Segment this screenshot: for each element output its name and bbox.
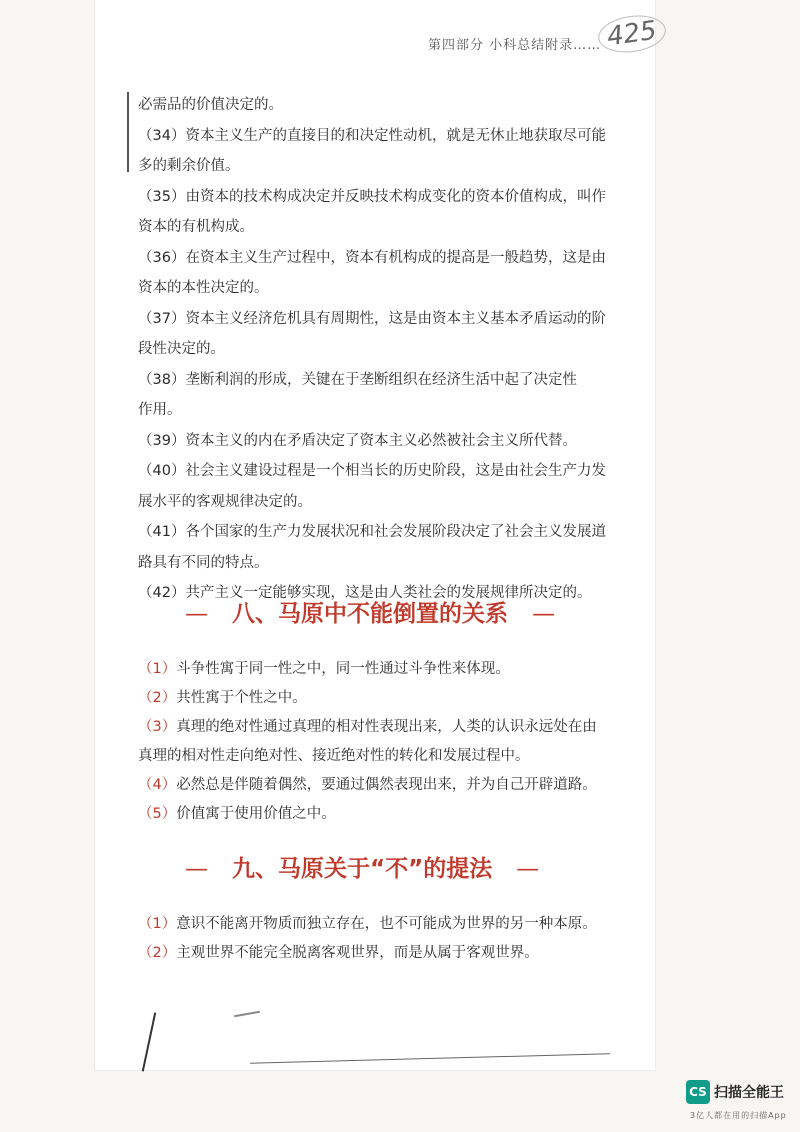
body-line: （34）资本主义生产的直接目的和决定性动机，就是无休止地获取尽可能 — [138, 127, 606, 144]
item-text: 主观世界不能完全脱离客观世界，而是从属于客观世界。 — [176, 945, 539, 961]
item-text: 价值寓于使用价值之中。 — [176, 806, 336, 822]
title-dash: — — [516, 856, 540, 882]
section-title-text: 八、马原中不能倒置的关系 — [232, 601, 509, 627]
item-number: （2） — [138, 945, 177, 961]
body-line: （35）由资本的技术构成决定并反映技术构成变化的资本价值构成，叫作 — [138, 188, 606, 205]
body-line: 段性决定的。 — [138, 341, 225, 357]
section-title-9 — [185, 850, 585, 883]
body-line: 作用。 — [138, 402, 182, 418]
title-dash: — — [532, 601, 556, 627]
body-line: （37）资本主义经济危机具有周期性，这是由资本主义基本矛盾运动的阶 — [138, 310, 606, 327]
body-line: （36）在资本主义生产过程中，资本有机构成的提高是一般趋势，这是由 — [138, 249, 606, 266]
item-text: 真理的绝对性通过真理的相对性表现出来，人类的认识永远处在由 — [176, 719, 597, 735]
item-number: （5） — [138, 806, 177, 822]
section-title-text: 九、马原关于“不”的提法 — [232, 856, 493, 882]
title-dash: — — [185, 856, 208, 882]
list-item — [138, 800, 618, 829]
body-line: 资本的本性决定的。 — [138, 280, 269, 296]
margin-mark — [127, 92, 129, 172]
title-dash: — — [185, 601, 208, 627]
page-header: 第四部分 小科总结附录…… — [428, 38, 602, 53]
list-item — [138, 742, 618, 771]
item-number: （1） — [138, 661, 177, 677]
item-text: 真理的相对性走向绝对性、接近绝对性的转化和发展过程中。 — [138, 748, 530, 764]
list-item — [138, 771, 618, 800]
item-number: （4） — [138, 777, 177, 793]
body-line: （41）各个国家的生产力发展状况和社会发展阶段决定了社会主义发展道 — [138, 524, 606, 540]
camscanner-logo-icon: CS — [686, 1080, 710, 1104]
body-line: 多的剩余价值。 — [138, 158, 240, 174]
item-text: 必然总是伴随着偶然，要通过偶然表现出来，并为自己开辟道路。 — [176, 777, 597, 793]
body-line: 资本的有机构成。 — [138, 219, 254, 235]
item-text: 共性寓于个性之中。 — [176, 690, 307, 706]
body-text — [138, 90, 608, 609]
body-line: 展水平的客观规律决定的。 — [138, 493, 312, 510]
item-text: 斗争性寓于同一性之中，同一性通过斗争性来体现。 — [176, 661, 510, 677]
watermark-app-name: 扫描全能王 — [714, 1085, 784, 1101]
body-line: （38）垄断利润的形成，关键在于垄断组织在经济生活中起了决定性 — [138, 371, 577, 388]
item-number: （3） — [138, 719, 177, 735]
body-line: （40）社会主义建设过程是一个相当长的历史阶段，这是由社会生产力发 — [138, 463, 606, 479]
item-number: （1） — [138, 916, 177, 932]
section-8-list — [138, 655, 618, 829]
body-line: 必需品的价值决定的。 — [138, 97, 283, 113]
list-item — [138, 684, 618, 713]
list-item — [138, 655, 618, 684]
body-line: （39）资本主义的内在矛盾决定了资本主义必然被社会主义所代替。 — [138, 432, 577, 449]
body-line: （42）共产主义一定能够实现，这是由人类社会的发展规律所决定的。 — [138, 585, 592, 601]
list-item — [138, 910, 618, 939]
list-item — [138, 939, 618, 968]
item-text: 意识不能离开物质而独立存在，也不可能成为世界的另一种本原。 — [176, 916, 597, 932]
list-item — [138, 713, 618, 742]
watermark-tagline: 3亿人都在用的扫描App — [690, 1111, 787, 1120]
item-number: （2） — [138, 690, 177, 706]
section-9-list — [138, 910, 618, 968]
body-line: 路具有不同的特点。 — [138, 554, 269, 571]
section-title-8 — [185, 595, 585, 628]
page-number: 425 — [596, 11, 668, 56]
